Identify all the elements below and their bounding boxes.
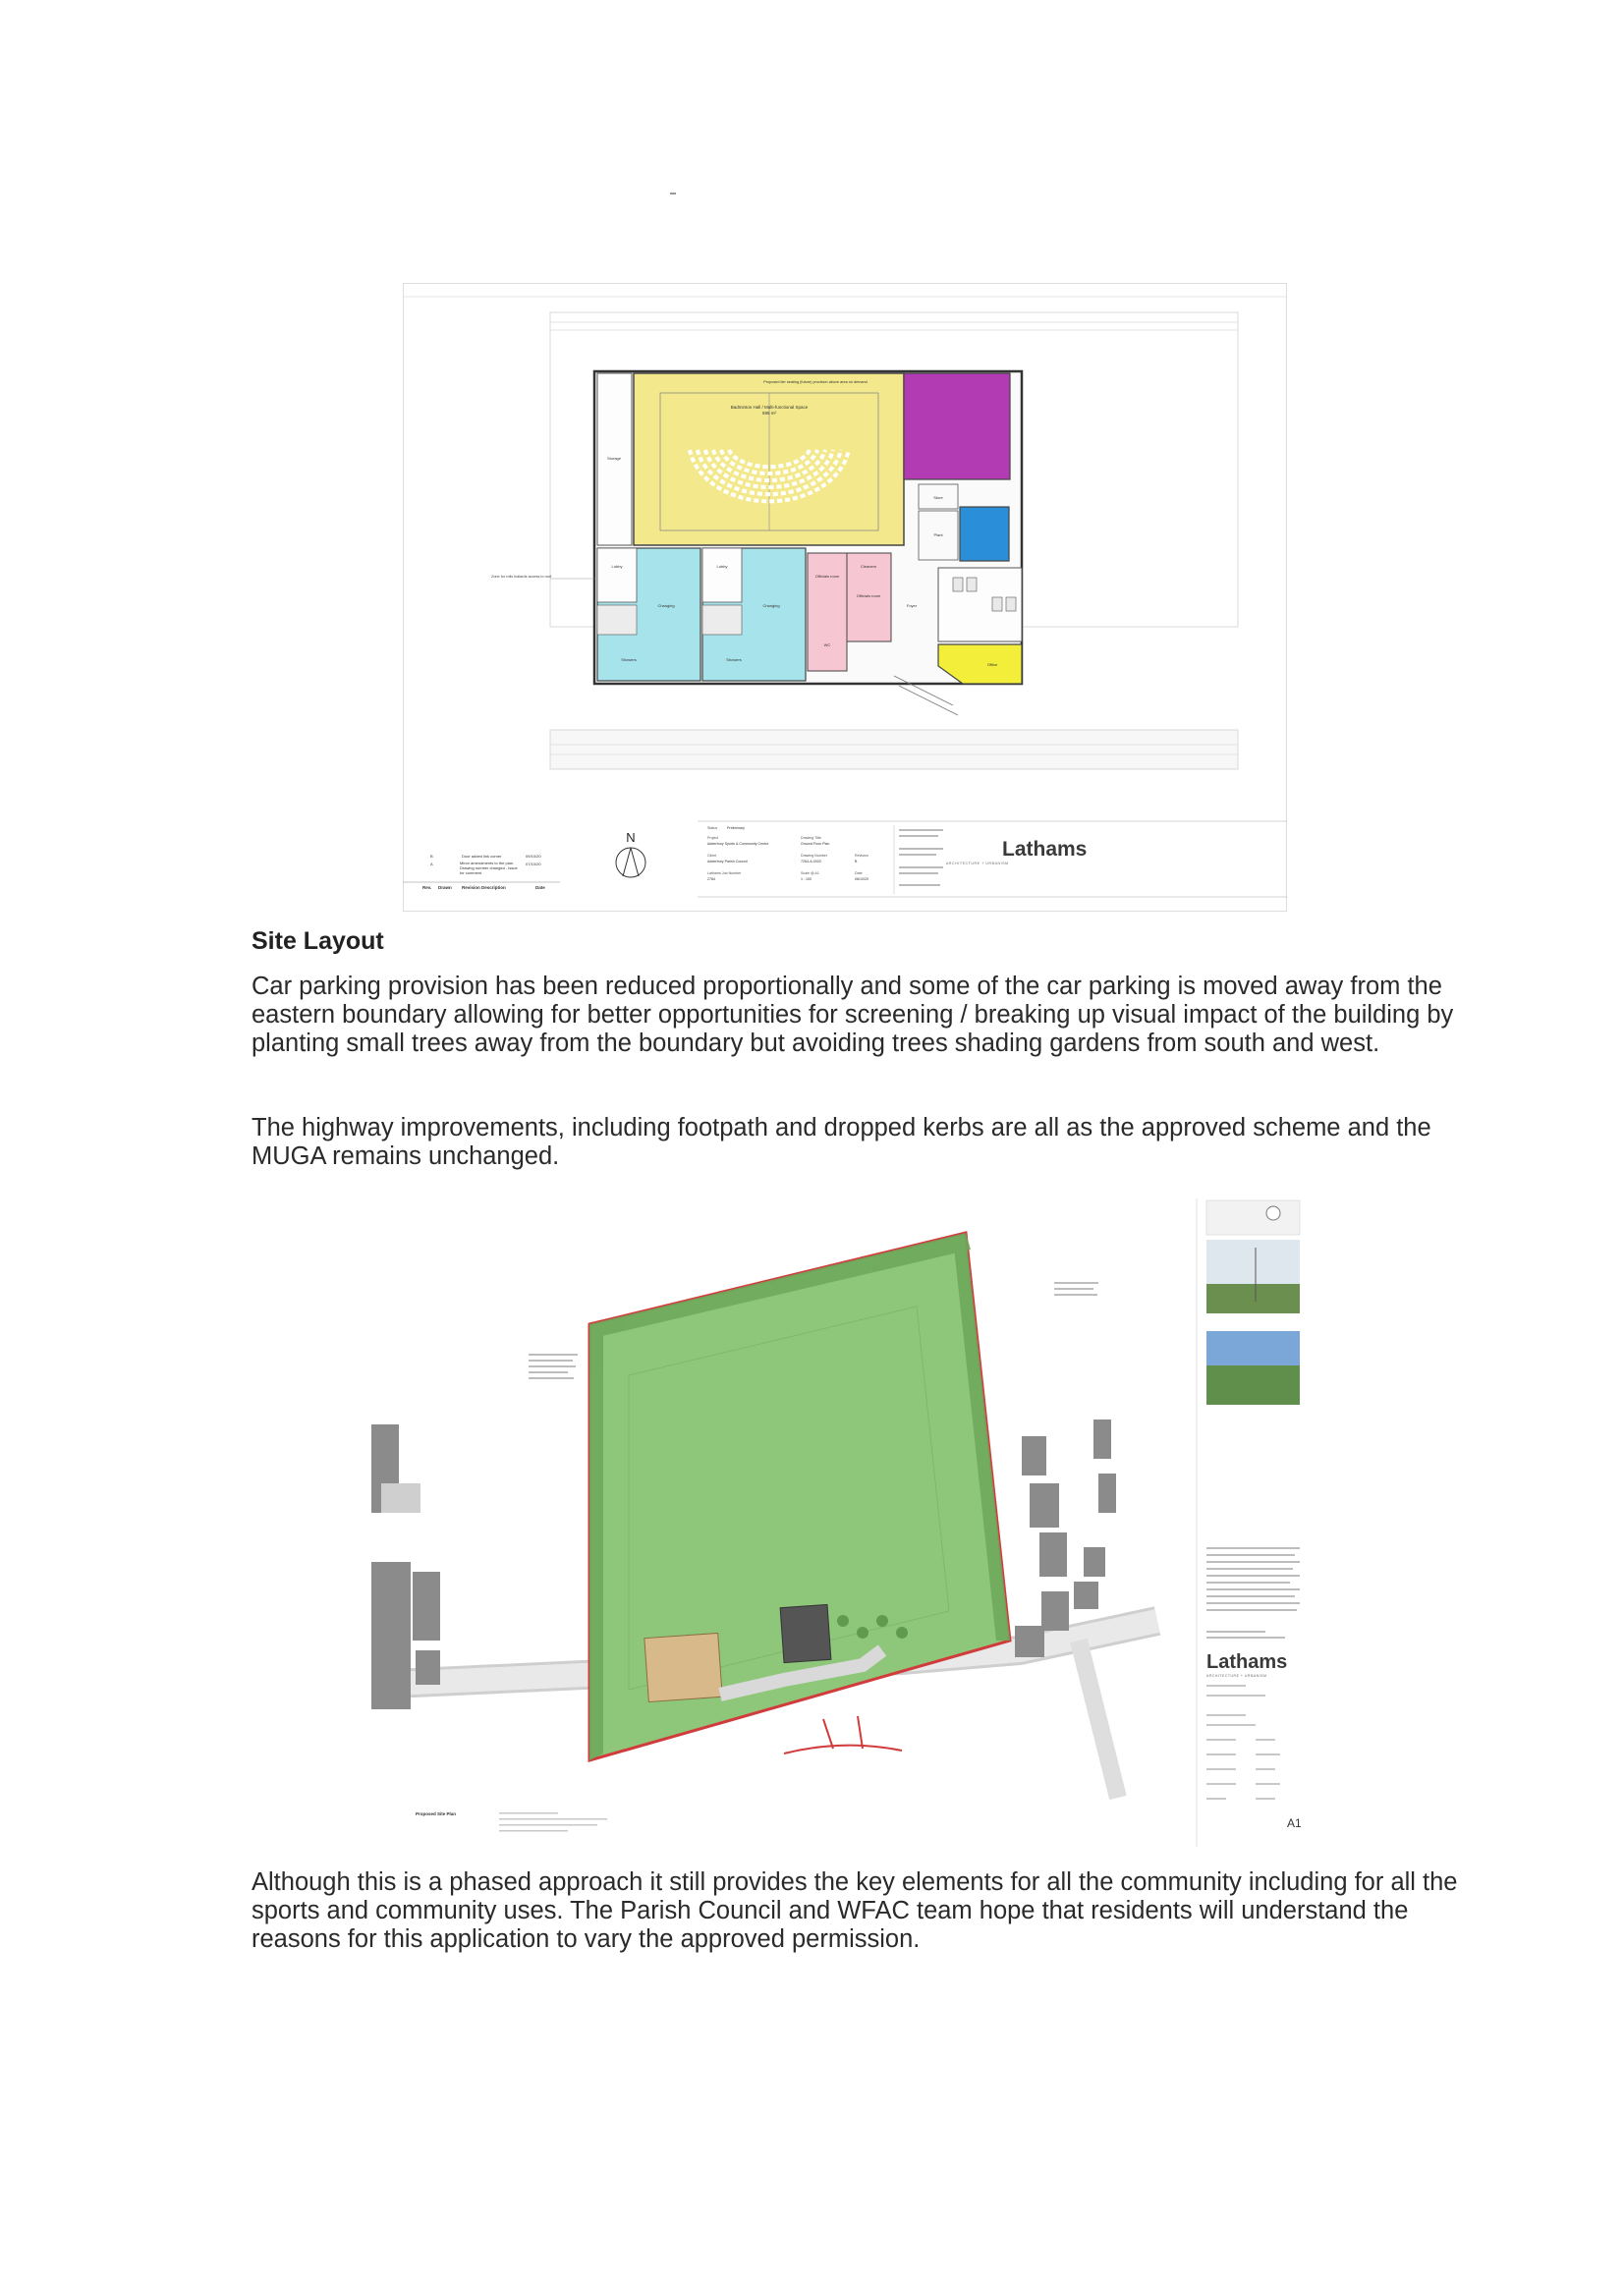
svg-text:Lathams Job Number: Lathams Job Number [707, 871, 742, 875]
paragraph-highway: The highway improvements, including footpath and dropped kerbs are all as the approved scheme and the MUGA remains unchanged. [252, 1114, 1431, 1170]
svg-text:07/10/20: 07/10/20 [526, 862, 541, 866]
site-plan-lathams-logo: Lathams [1206, 1651, 1288, 1673]
svg-text:ARCHITECTURE + URBANISM: ARCHITECTURE + URBANISM [946, 862, 1009, 865]
hall-note: Proposed tier seating (future) provision above area on demand [763, 380, 868, 384]
svg-text:Preliminary: Preliminary [727, 826, 745, 830]
site-plan-figure [371, 1189, 1316, 1852]
svg-text:7264-A-0020: 7264-A-0020 [801, 860, 821, 863]
main-hall-area: 595 m² [761, 411, 777, 416]
svg-text:Adderbury Sports & Community C: Adderbury Sports & Community Centre [707, 842, 769, 846]
officials-label-1: Officials room [814, 574, 840, 579]
blue-room [960, 507, 1009, 561]
paragraph-parking: Car parking provision has been reduced proportionally and some of the car parking is moved away from the eastern boundary allowing for better opportunities for screening / breaking up visual impact of the building by planting small trees away from the boundary but avoiding trees shading gardens from south and west. [252, 973, 1454, 1057]
revision-table: B Door added link corner 09/10/20 A Minor amendments to the plan. Drawing number changed - issue for comment 07/10/20 Rev. Drawn Revision Description Date [422, 854, 545, 890]
svg-text:A: A [430, 862, 433, 866]
scan-mark [670, 193, 676, 195]
paragraph-conclusion: Although this is a phased approach it still provides the key elements for all the community including for all the sports and community uses. The Parish Council and WFAC team hope that residents will understand the reasons for this application to vary the approved permission. [252, 1868, 1458, 1953]
showers-label-1: Showers [621, 657, 637, 662]
north-label: N [626, 830, 636, 845]
pavilion-building [780, 1604, 831, 1662]
svg-text:Drawing Number: Drawing Number [801, 854, 827, 858]
left-zone-note: Zone for rolls bollards access to roof [491, 575, 552, 579]
cleaners-label: Cleaners [860, 564, 877, 569]
plant-label: Plant [933, 532, 943, 537]
showers-label-2: Showers [726, 657, 742, 662]
main-hall-label: Badminton Hall / Multi-functional Space [730, 405, 809, 410]
svg-text:B: B [855, 860, 858, 863]
changing-label-1: Changing [657, 603, 675, 608]
svg-text:08/10/20: 08/10/20 [855, 877, 868, 881]
ground-floor-plan-drawing [403, 283, 1287, 912]
svg-text:Drawn: Drawn [438, 885, 452, 890]
svg-text:2784: 2784 [707, 877, 715, 881]
svg-text:09/10/20: 09/10/20 [526, 854, 541, 859]
officials-room-1 [808, 553, 847, 671]
svg-text:Scale @ A1: Scale @ A1 [801, 871, 819, 875]
svg-text:Date: Date [855, 871, 863, 875]
svg-text:Adderbury Parish Council: Adderbury Parish Council [707, 860, 748, 863]
svg-text:Revision: Revision [855, 854, 868, 858]
storage-label: Storage [606, 456, 622, 461]
lobby-label-2: Lobby [716, 564, 728, 569]
svg-text:B: B [430, 854, 433, 859]
purple-room [904, 373, 1010, 479]
changing-label-2: Changing [762, 603, 780, 608]
foyer-label: Foyer [906, 603, 918, 608]
ground-floor-plan-figure [403, 283, 1287, 912]
community-building [644, 1633, 722, 1701]
svg-text:Ground Floor Plan: Ground Floor Plan [801, 842, 830, 846]
wc-label: WC [823, 642, 831, 647]
officials-label-2: Officials room [856, 593, 881, 598]
svg-text:Rev.: Rev. [422, 885, 432, 890]
section-heading: Site Layout [252, 927, 384, 955]
lathams-logo: Lathams [1002, 838, 1088, 861]
svg-text:Status: Status [707, 826, 718, 830]
svg-text:ARCHITECTURE + URBANISM: ARCHITECTURE + URBANISM [1206, 1674, 1267, 1678]
store-label: Store [933, 495, 943, 500]
svg-text:1 : 100: 1 : 100 [801, 877, 812, 881]
sheet-size: A1 [1287, 1816, 1302, 1830]
svg-text:Drawing Title: Drawing Title [801, 836, 821, 840]
svg-text:Revision Description: Revision Description [462, 885, 506, 890]
svg-text:Project: Project [707, 836, 719, 840]
main-hall [634, 373, 904, 545]
svg-text:Date: Date [535, 885, 545, 890]
svg-text:Client: Client [707, 854, 717, 858]
site-plan-drawing [371, 1189, 1316, 1852]
svg-text:Door added link corner: Door added link corner [462, 854, 502, 859]
site-plan-title: Proposed Site Plan [416, 1811, 457, 1816]
lobby-label-1: Lobby [611, 564, 623, 569]
office-label: Office [986, 662, 998, 667]
